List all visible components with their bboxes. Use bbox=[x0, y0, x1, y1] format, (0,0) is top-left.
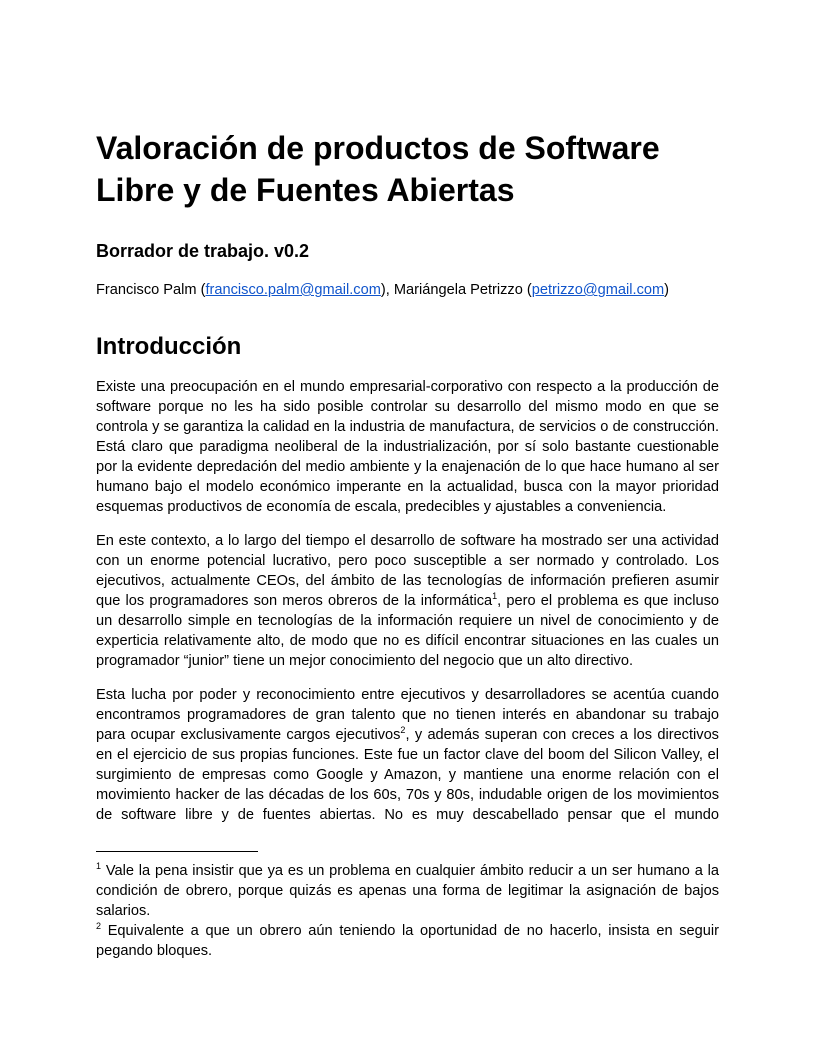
text-segment: para ocupar exclusivamente cargos ejecutivos bbox=[96, 727, 401, 743]
text-segment: , pero el problema es que incluso bbox=[497, 593, 719, 609]
authors-line bbox=[96, 281, 669, 299]
paragraph-line: Existe una preocupación en el mundo empresarial-corporativo con respecto a la producción de bbox=[96, 379, 719, 395]
paragraph-line: encontramos programadores de gran talento que no tienen interés en abandonar su trabajo bbox=[96, 707, 719, 723]
footnote-line bbox=[96, 921, 719, 941]
author-1-name: Francisco Palm ( bbox=[96, 282, 206, 298]
paragraph-line-with-footnote bbox=[96, 591, 719, 611]
footnote-line bbox=[96, 861, 719, 881]
footnote-line: pegando bloques. bbox=[96, 943, 213, 959]
paragraph-line: por la evidente depredación del medio ambiente y la enajenación de lo que hace humano al ser bbox=[96, 459, 719, 475]
footnote-ref-1[interactable]: 1 bbox=[492, 591, 498, 602]
footnote-ref-2[interactable]: 2 bbox=[400, 725, 406, 736]
paragraph-line: con un enorme potencial lucrativo, pero poco susceptible a ser normado y controlado. Los bbox=[96, 553, 719, 569]
paragraph-line-with-footnote bbox=[96, 725, 719, 745]
footnote-separator bbox=[96, 851, 258, 852]
authors-closing: ) bbox=[664, 282, 670, 298]
paragraph-line: Está claro que paradigma neoliberal de la industrialización, por sí solo bastante cuestionable bbox=[96, 439, 719, 455]
paragraph-3 bbox=[96, 685, 719, 825]
paragraph-line: surgimiento de empresas como Google y Amazon, y mantiene una enorme relación con el bbox=[96, 767, 719, 783]
paragraph-line: ejecutivos, actualmente CEOs, del ámbito de las tecnologías de información prefieren asumir bbox=[96, 573, 719, 589]
footnote-2 bbox=[96, 921, 719, 961]
footnote-number: 2 bbox=[96, 921, 102, 932]
section-heading: Introducción bbox=[96, 333, 242, 360]
paragraph-line: movimiento hacker de las décadas de los 60s, 70s y 80s, indudable origen de los movimientos bbox=[96, 787, 719, 803]
paragraph-1 bbox=[96, 377, 719, 517]
footnote-line: salarios. bbox=[96, 903, 151, 919]
text-segment: Vale la pena insistir que ya es un problema en cualquier ámbito reducir a un ser humano a la bbox=[105, 863, 719, 879]
paragraph-line: controla y se garantiza la calidad en la industria de manufactura, de servicios o de construcción. bbox=[96, 419, 719, 435]
paragraph-line: de software libre y de fuentes abiertas. No es muy descabellado pensar que el mundo bbox=[96, 807, 719, 823]
paragraph-line: experticia relativamente alto, de modo que no es difícil encontrar situaciones en las cuales un bbox=[96, 633, 719, 649]
footnote-1 bbox=[96, 861, 719, 921]
paragraph-line: En este contexto, a lo largo del tiempo el desarrollo de software ha mostrado ser una actividad bbox=[96, 533, 719, 549]
paragraph-line: un desarrollo simple en tecnologías de la información requiere un nivel de conocimiento y de bbox=[96, 613, 719, 629]
text-segment: , y además superan con creces a los directivos bbox=[405, 727, 719, 743]
footnote-line: condición de obrero, porque quizás es apenas una forma de legitimar la asignación de bajos bbox=[96, 883, 719, 899]
paragraph-line: en el ejercicio de sus propias funciones. Este fue un factor clave del boom del Silicon Valley, el bbox=[96, 747, 719, 763]
author-separator: ), Mariángela Petrizzo ( bbox=[380, 282, 532, 298]
paragraph-line: humano bajo el modelo económico imperante en la actualidad, busca con la mayor prioridad bbox=[96, 479, 719, 495]
author-1-email-link[interactable]: francisco.palm@gmail.com bbox=[205, 282, 381, 298]
author-2-email-link[interactable]: petrizzo@gmail.com bbox=[531, 282, 665, 298]
paragraph-line: esquemas productivos de economía de escala, predecibles y ajustables a conveniencia. bbox=[96, 499, 667, 515]
paragraph-2 bbox=[96, 531, 719, 671]
text-segment: que los programadores son meros obreros de la informática bbox=[96, 593, 493, 609]
paragraph-line: Esta lucha por poder y reconocimiento entre ejecutivos y desarrolladores se acentúa cuando bbox=[96, 687, 719, 703]
document-subtitle: Borrador de trabajo. v0.2 bbox=[96, 241, 310, 261]
paragraph-line: software porque no les ha sido posible controlar su desarrollo del mismo modo en que se bbox=[96, 399, 719, 415]
paragraph-line: programador “junior” tiene un mejor conocimiento del negocio que un alto directivo. bbox=[96, 653, 634, 669]
footnote-number: 1 bbox=[96, 861, 102, 872]
text-segment: Equivalente a que un obrero aún teniendo la oportunidad de no hacerlo, insista en seguir bbox=[107, 923, 719, 939]
document-title: Valoración de productos de Software Libre y de Fuentes Abiertas bbox=[96, 130, 660, 208]
